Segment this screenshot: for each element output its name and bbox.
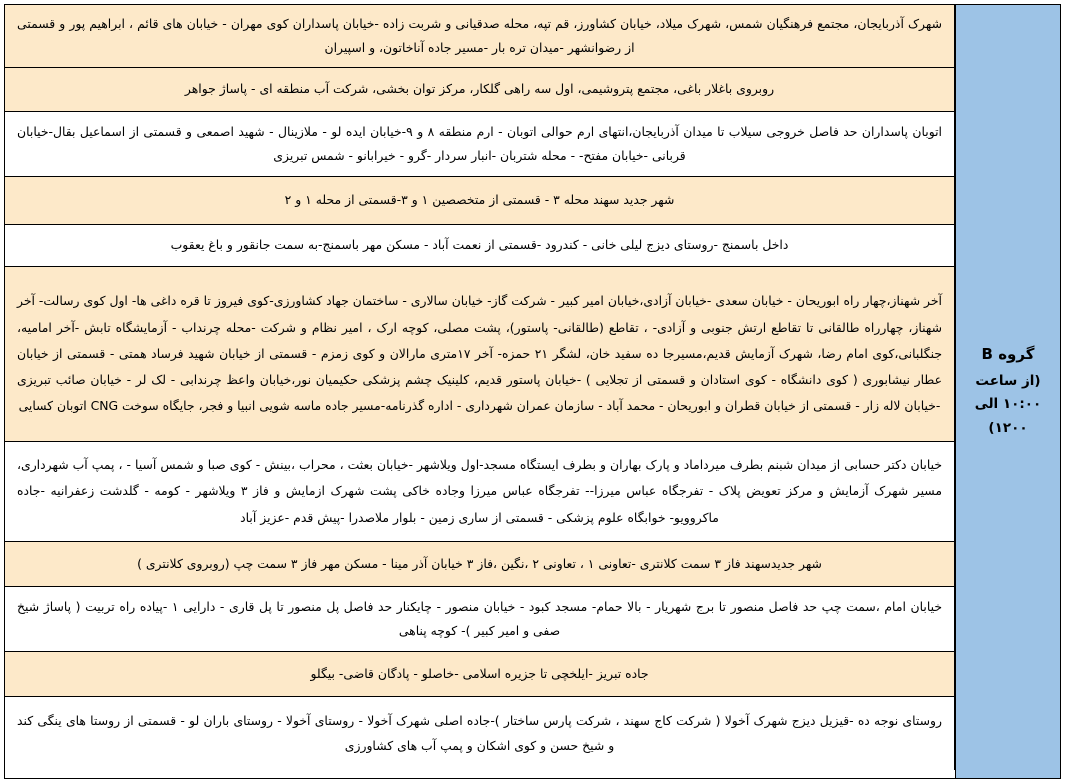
table-row: [5, 5, 955, 68]
table-row: [5, 652, 955, 697]
table-row: [5, 587, 955, 652]
table-row: [5, 177, 955, 225]
group-time-range: (از ساعت ۱۰:۰۰ الی ۱۲۰۰): [974, 372, 1042, 437]
table-row: [5, 542, 955, 587]
zone-description-text: خیابان دکتر حسابی از میدان شبنم بطرف میرداماد و پارک بهاران و بطرف ایستگاه مسجد-اول ویلاشهر -خیابان بعثت ، محراب ،بینش - کوی صبا و شمس آسیا - ، پمپ آب شهرداری، مسیر شهرک آزمایش و مرکز تعویض پلاک - تفرجگاه عباس میرزا-- تفرجگاه عباس میرزا وجاده خاکی پشت شهرک ازمایش و فاز ۳ ویلاشهر - کومه - گلدشت زعفرانیه -جاده ماکروویو- خوابگاه علوم پزشکی - قسمتی از ساری زمین - بلوار ملاصدرا -پیش قدم -عزیز آباد: [17, 457, 942, 525]
zone-description-text: شهر جدیدسهند فاز ۳ سمت کلانتری -تعاونی ۱ ، تعاونی ۲ ،نگین ،فاز ۳ خیابان آذر مینا - مسکن مهر فاز ۳ سمت چپ (روبروی کلانتری ): [137, 555, 822, 571]
table-row: [5, 68, 955, 112]
table-row: [5, 225, 955, 267]
group-title: گروه B: [981, 345, 1035, 364]
group-header-cell: [955, 4, 1061, 779]
zone-description-text: شهر جدید سهند محله ۳ - قسمتی از متخصصین ۱ و ۳-قسمتی از محله ۱ و ۲: [284, 192, 675, 208]
zone-description-text: روبروی باغلار باغی، مجتمع پتروشیمی، اول سه راهی گلکار، مرکز توان بخشی، شرکت آب منطقه ای - پاساژ جواهر: [184, 81, 775, 97]
zone-description-text: اتوبان پاسداران حد فاصل خروجی سیلاب تا میدان آذربایجان،انتهای ارم حوالی اتوبان - ارم منطقه ۸ و ۹-خیابان ایده لو - ملازینال - شهید اصمعی و قسمتی از اسماعیل بقال-خیابان قربانی -خیابان مفتح- - محله شتربان -انبار سردار -گرو - خیرابانو - شمس تبریزی: [17, 123, 942, 163]
zone-schedule-table: [4, 4, 1061, 779]
table-row: [5, 442, 955, 542]
table-row: [5, 112, 955, 177]
zone-description-text: روستای نوجه ده -قیزیل دیزج شهرک آخولا ( شرکت کاج سهند ، شرکت پارس ساختار )-جاده اصلی شهرک آخولا - روستای آخولا - روستای باران لو - قسمتی از روستا های ینگی کند و شیخ حسن و کوی اشکان و پمپ آب های کشاورزی: [17, 713, 942, 753]
zone-description-text: شهرک آذربایجان، مجتمع فرهنگیان شمس، شهرک میلاد، خیابان کشاورز، قم تپه، محله صدقیانی و شربت زاده -خیابان پاسداران کوی مهران - خیابان های قائم ، ابراهیم پور و قسمتی از رضوانشهر -میدان تره بار -مسیر جاده آناخاتون، و اسپیران: [17, 15, 942, 55]
table-row: [5, 697, 955, 770]
zone-description-text: خیابان امام ،سمت چپ حد فاصل منصور تا برج شهریار - بالا حمام- مسجد کبود - خیابان منصور - چایکنار حد فاصل پل منصور تا پل قاری - دارایی ۱ -پیاده راه تربیت ( پاساژ شیخ صفی و امیر کبیر )- کوچه پناهی: [17, 598, 943, 638]
table-row: [5, 267, 955, 442]
zone-description-text: داخل باسمنج -روستای دیزج لیلی خانی - کندرود -قسمتی از نعمت آباد - مسکن مهر باسمنج-به سمت جانقور و باغ یعقوب: [170, 237, 789, 253]
zone-description-text: جاده تبریز -ایلخچی تا جزیره اسلامی -خاصلو - پادگان قاضی- بیگلو: [310, 665, 649, 681]
zone-description-text: آخر شهناز،چهار راه ابوریحان - خیابان سعدی -خیابان آزادی،خیابان امیر کبیر - شرکت گاز- خیابان سالاری - ساختمان جهاد کشاورزی-کوی فیروز تا قره داغی ها- اول کوی رسالت- آخر شهناز، چهارراه طالقانی تا تقاطع ارتش جنوبی و آزادی- ، تقاطع (طالقانی- پاستور)، پشت مصلی، کوچه ارک ، امیر نظام و شرکت -محله چرنداب - آزمایشگاه تابش -آخر امامیه، جنگلبانی،کوی امام رضا، شهرک آزمایش قدیم،مسیرجا ده سفید خان، لشگر ۲۱ حمزه- آخر ۱۷متری مارالان و کوی زمزم - قسمتی از خیابان شهید فرساد همتی - قسمتی از خیابان عطار نیشابوری ( کوی دانشگاه - کوی استادان و قسمتی از تجلایی ) -خیابان پاستور قدیم، کلینیک چشم پزشکی حکیمیان نور،خیابان واعظ چرندابی - لک لر - خیابان صائب تبریزی -خیابان لاله زار - قسمتی از خیابان قطران و ابوریحان - محمد آباد - سازمان عمران شهرداری - اداره گذرنامه-مسیر جاده ماسه شویی انبیا و فجر، جایگاه سوخت CNG اتوبان کسایی: [17, 293, 942, 414]
zone-description-column: [4, 4, 955, 779]
